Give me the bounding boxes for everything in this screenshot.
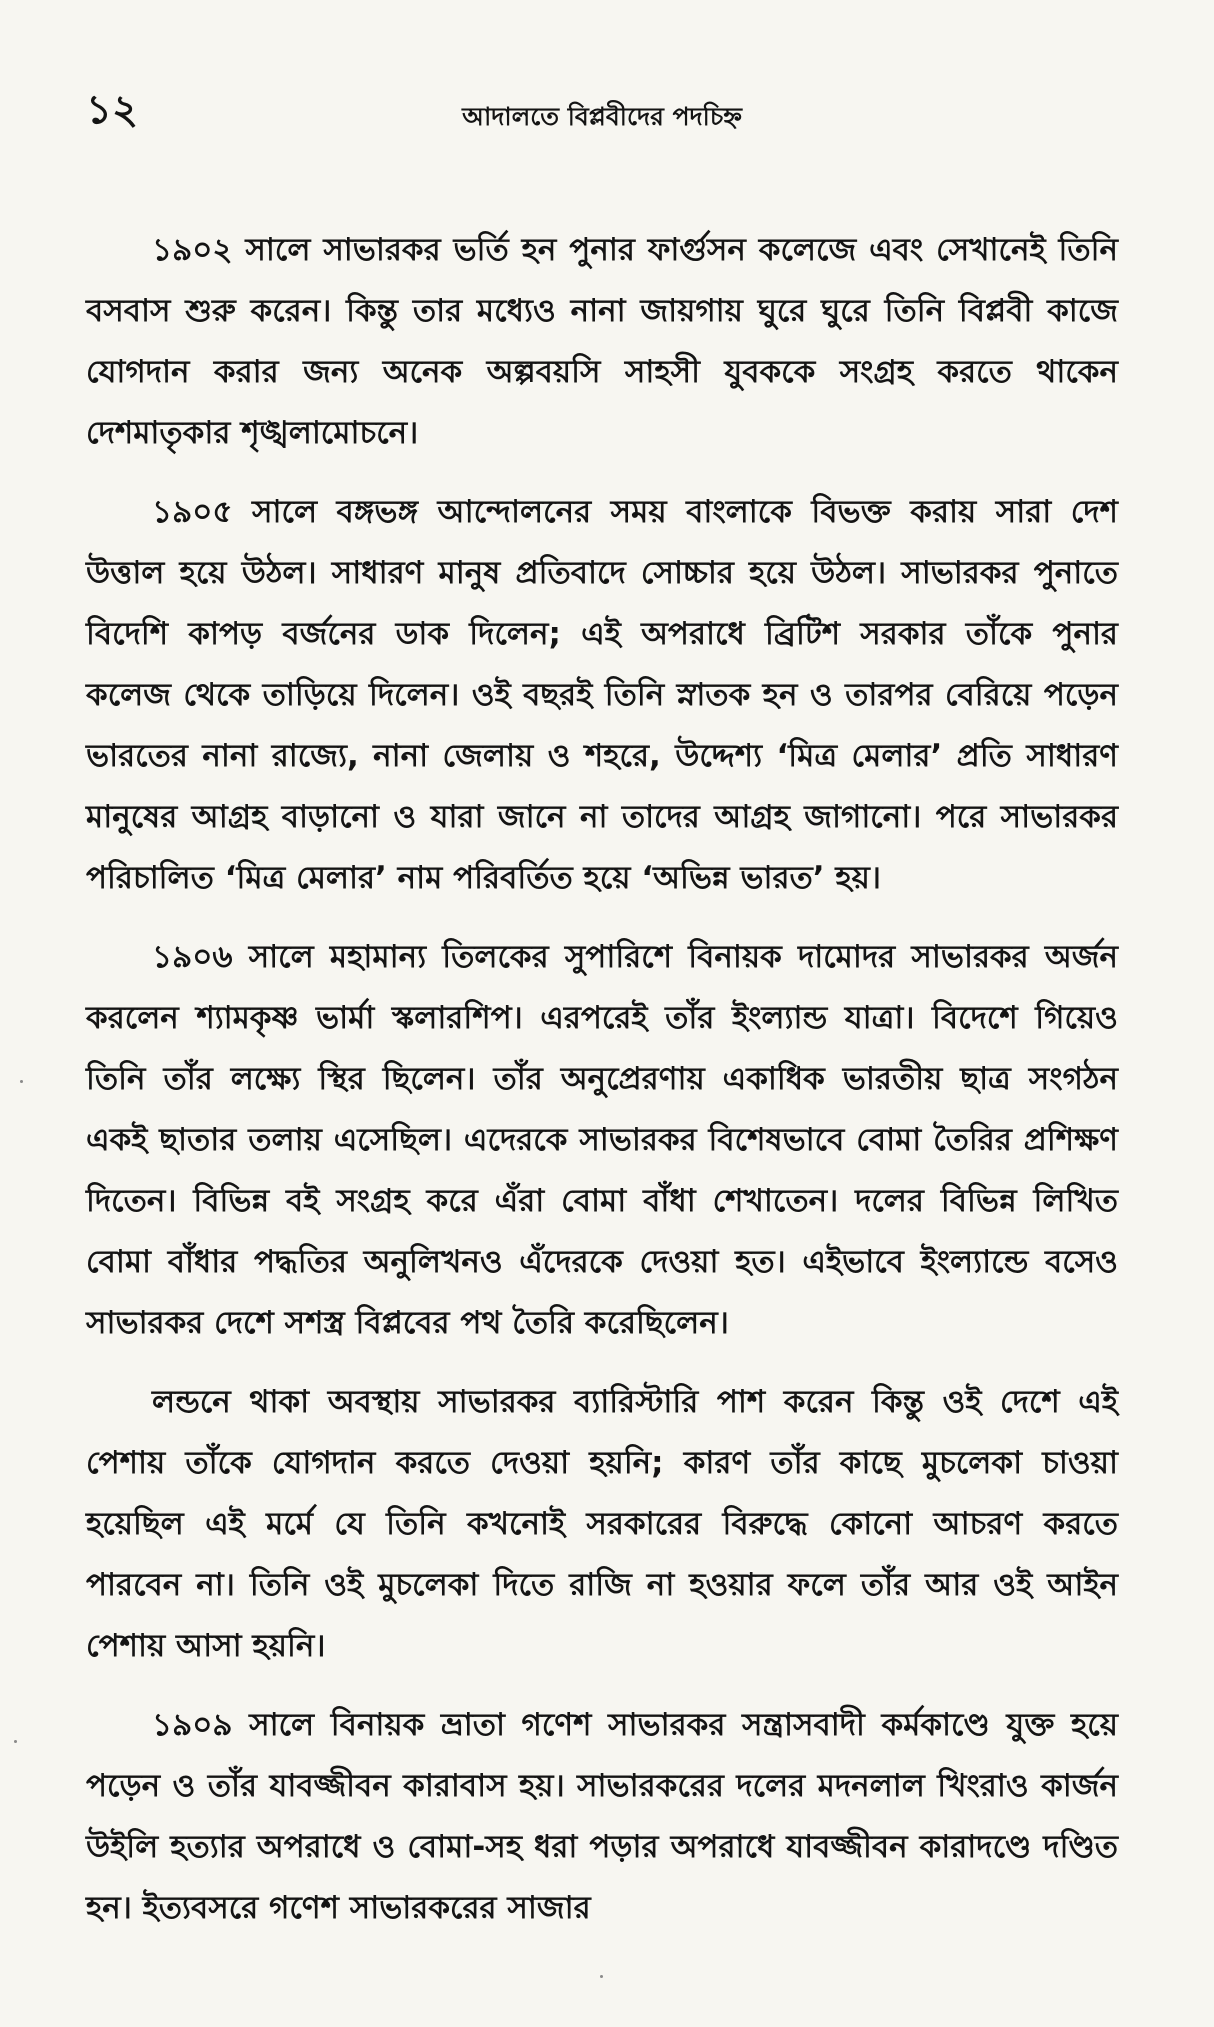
paragraph-1906: ১৯০৬ সালে মহামান্য তিলকের সুপারিশে বিনায়ক দামোদর সাভারকর অর্জন করলেন শ্যামকৃষ্ণ ভার্মা স্কলারশিপ। এরপরেই তাঁর ইংল্যান্ড যাত্রা। বিদেশে গিয়েও তিনি তাঁর লক্ষ্যে স্থির ছিলেন। তাঁর অনুপ্রেরণায় একাধিক ভারতীয় ছাত্র সংগঠন একই ছাতার তলায় এসেছিল। এদেরকে সাভারকর বিশেষভাবে বোমা তৈরির প্রশিক্ষণ দিতেন। বিভিন্ন বই সংগ্রহ করে এঁরা বোমা বাঁধা শেখাতেন। দলের বিভিন্ন লিখিত বোমা বাঁধার পদ্ধতির অনুলিখনও এঁদেরকে দেওয়া হত। এইভাবে ইংল্যান্ডে বসেও সাভারকর দেশে সশস্ত্র বিপ্লবের পথ তৈরি করেছিলেন। xyxy=(86,939,1118,1341)
page-body xyxy=(86,220,1118,1939)
scan-speck xyxy=(14,1740,17,1743)
scan-speck xyxy=(600,1975,603,1978)
page-number: ১২ xyxy=(86,87,138,133)
scan-speck xyxy=(20,1080,23,1083)
paragraph-1905: ১৯০৫ সালে বঙ্গভঙ্গ আন্দোলনের সময় বাংলাকে বিভক্ত করায় সারা দেশ উত্তাল হয়ে উঠল। সাধারণ মানুষ প্রতিবাদে সোচ্চার হয়ে উঠল। সাভারকর পুনাতে বিদেশি কাপড় বর্জনের ডাক দিলেন; এই অপরাধে ব্রিটিশ সরকার তাঁকে পুনার কলেজ থেকে তাড়িয়ে দিলেন। ওই বছরই তিনি স্নাতক হন ও তারপর বেরিয়ে পড়েন ভারতের নানা রাজ্যে, নানা জেলায় ও শহরে, উদ্দেশ্য ‘মিত্র মেলার’ প্রতি সাধারণ মানুষের আগ্রহ বাড়ানো ও যারা জানে না তাদের আগ্রহ জাগানো। পরে সাভারকর পরিচালিত ‘মিত্র মেলার’ নাম পরিবর্তিত হয়ে ‘অভিন্ন ভারত’ হয়। xyxy=(86,494,1118,896)
page-header xyxy=(86,88,1118,148)
running-title: আদালতে বিপ্লবীদের পদচিহ্ন xyxy=(462,102,742,131)
paragraph-london: লন্ডনে থাকা অবস্থায় সাভারকর ব্যারিস্টারি পাশ করেন কিন্তু ওই দেশে এই পেশায় তাঁকে যোগদান করতে দেওয়া হয়নি; কারণ তাঁর কাছে মুচলেকা চাওয়া হয়েছিল এই মর্মে যে তিনি কখনোই সরকারের বিরুদ্ধে কোনো আচরণ করতে পারবেন না। তিনি ওই মুচলেকা দিতে রাজি না হওয়ার ফলে তাঁর আর ওই আইন পেশায় আসা হয়নি। xyxy=(86,1384,1118,1664)
paragraph-1902: ১৯০২ সালে সাভারকর ভর্তি হন পুনার ফার্গুসন কলেজে এবং সেখানেই তিনি বসবাস শুরু করেন। কিন্তু তার মধ্যেও নানা জায়গায় ঘুরে ঘুরে তিনি বিপ্লবী কাজে যোগদান করার জন্য অনেক অল্পবয়সি সাহসী যুবককে সংগ্রহ করতে থাকেন দেশমাতৃকার শৃঙ্খলামোচনে। xyxy=(86,232,1118,451)
paragraph-1909: ১৯০৯ সালে বিনায়ক ভ্রাতা গণেশ সাভারকর সন্ত্রাসবাদী কর্মকাণ্ডে যুক্ত হয়ে পড়েন ও তাঁর যাবজ্জীবন কারাবাস হয়। সাভারকরের দলের মদনলাল খিংরাও কার্জন উইলি হত্যার অপরাধে ও বোমা-সহ ধরা পড়ার অপরাধে যাবজ্জীবন কারাদণ্ডে দণ্ডিত হন। ইত্যবসরে গণেশ সাভারকরের সাজার xyxy=(86,1707,1118,1926)
